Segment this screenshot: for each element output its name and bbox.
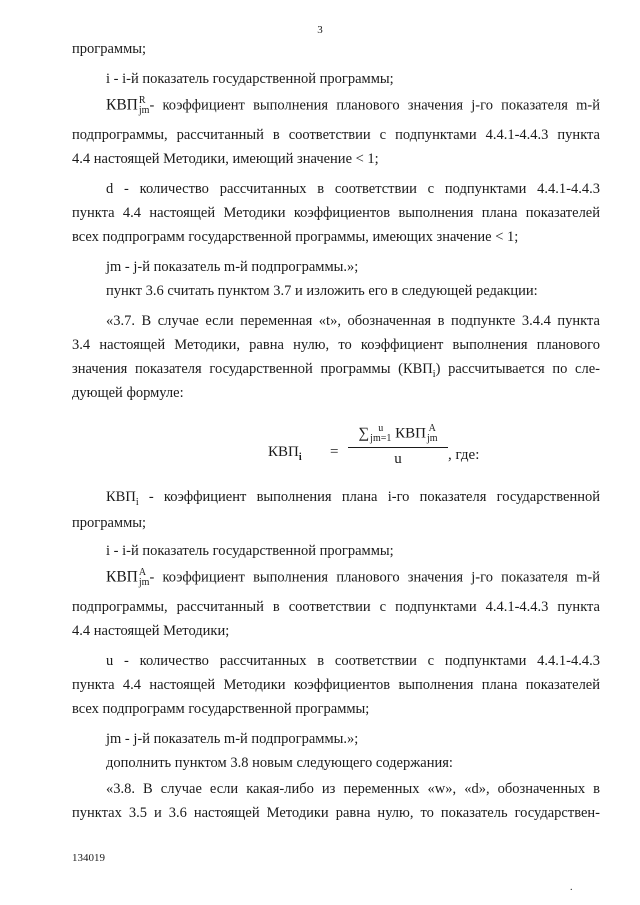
text-line: d - количество рассчитанных в соответствии с подпунктами 4.4.1-4.4.3 [106, 181, 600, 197]
text-line: дующей формуле: [72, 385, 184, 401]
text-line: jm - j-й показатель m-й подпрограммы.»; [106, 731, 359, 747]
kvp-scripts: A jm [138, 567, 150, 588]
formula-fraction [348, 424, 448, 467]
text-line: пункта 4.4 настоящей Методики коэффициентов выполнения плана показателей [72, 677, 600, 693]
text-line: «3.7. В случае если переменная «t», обозначенная в подпункте 3.4.4 пункта [106, 313, 600, 329]
kvp-scripts: R jm [138, 95, 150, 116]
text-line-with-symbol: КВП A jm - коэффициент выполнения планового значения j-го показателя m-й [106, 567, 600, 588]
formula-denominator: u [394, 451, 402, 467]
document-code: 134019 [72, 852, 105, 864]
text-line: i - i-й показатель государственной программы; [106, 71, 394, 87]
text-line: всех подпрограмм государственной программы; [72, 701, 370, 717]
text-line: подпрограммы, рассчитанный в соответствии с подпунктами 4.4.1-4.4.3 пункта [72, 599, 600, 615]
text-line: пункт 3.6 считать пунктом 3.7 и изложить его в следующей редакции: [106, 283, 538, 299]
formula-lhs: $КВП_i$ [268, 444, 302, 463]
text-line: i - i-й показатель государственной программы; [106, 543, 394, 559]
formula-tail: , где: [448, 447, 480, 463]
text-line: jm - j-й показатель m-й подпрограммы.»; [106, 259, 359, 275]
stray-mark: . [570, 882, 573, 893]
text-line: «3.8. В случае если какая-либо из переменных «w», «d», обозначенных в [106, 781, 600, 797]
formula-equals: = [330, 444, 339, 460]
text-line: 4.4 настоящей Методики, имеющий значение < 1; [72, 151, 379, 167]
page-number: 3 [317, 24, 323, 36]
text-line: программы; [72, 515, 147, 531]
text-line: $КВП_i$ - коэффициент выполнения плана i-го показателя государственной [106, 489, 600, 508]
kvp-symbol: КВП [106, 96, 138, 114]
text-line: пункта 4.4 настоящей Методики коэффициентов выполнения плана показателей [72, 205, 600, 221]
text-line-with-symbol: КВП R jm - коэффициент выполнения планового значения j-го показателя m-й [106, 95, 600, 116]
formula-numerator: ∑ u jm=1 КВП A jm [348, 424, 448, 448]
text-line: 4.4 настоящей Методики; [72, 623, 230, 639]
text-line: подпрограммы, рассчитанный в соответствии с подпунктами 4.4.1-4.4.3 пункта [72, 127, 600, 143]
text-line: пунктах 3.5 и 3.6 настоящей Методики равна нулю, то показатель государствен- [72, 805, 600, 821]
text-line: значения показателя государственной программы $(КВП_i)$ рассчитывается по сле- [72, 361, 600, 380]
text-line: всех подпрограмм государственной программы, имеющих значение < 1; [72, 229, 519, 245]
kvp-symbol: КВП [106, 568, 138, 586]
text-line: 3.4 настоящей Методики, равна нулю, то коэффициент выполнения планового [72, 337, 600, 353]
text-line: u - количество рассчитанных в соответствии с подпунктами 4.4.1-4.4.3 [106, 653, 600, 669]
text-line: программы; [72, 41, 147, 57]
text-line: дополнить пунктом 3.8 новым следующего содержания: [106, 755, 453, 771]
